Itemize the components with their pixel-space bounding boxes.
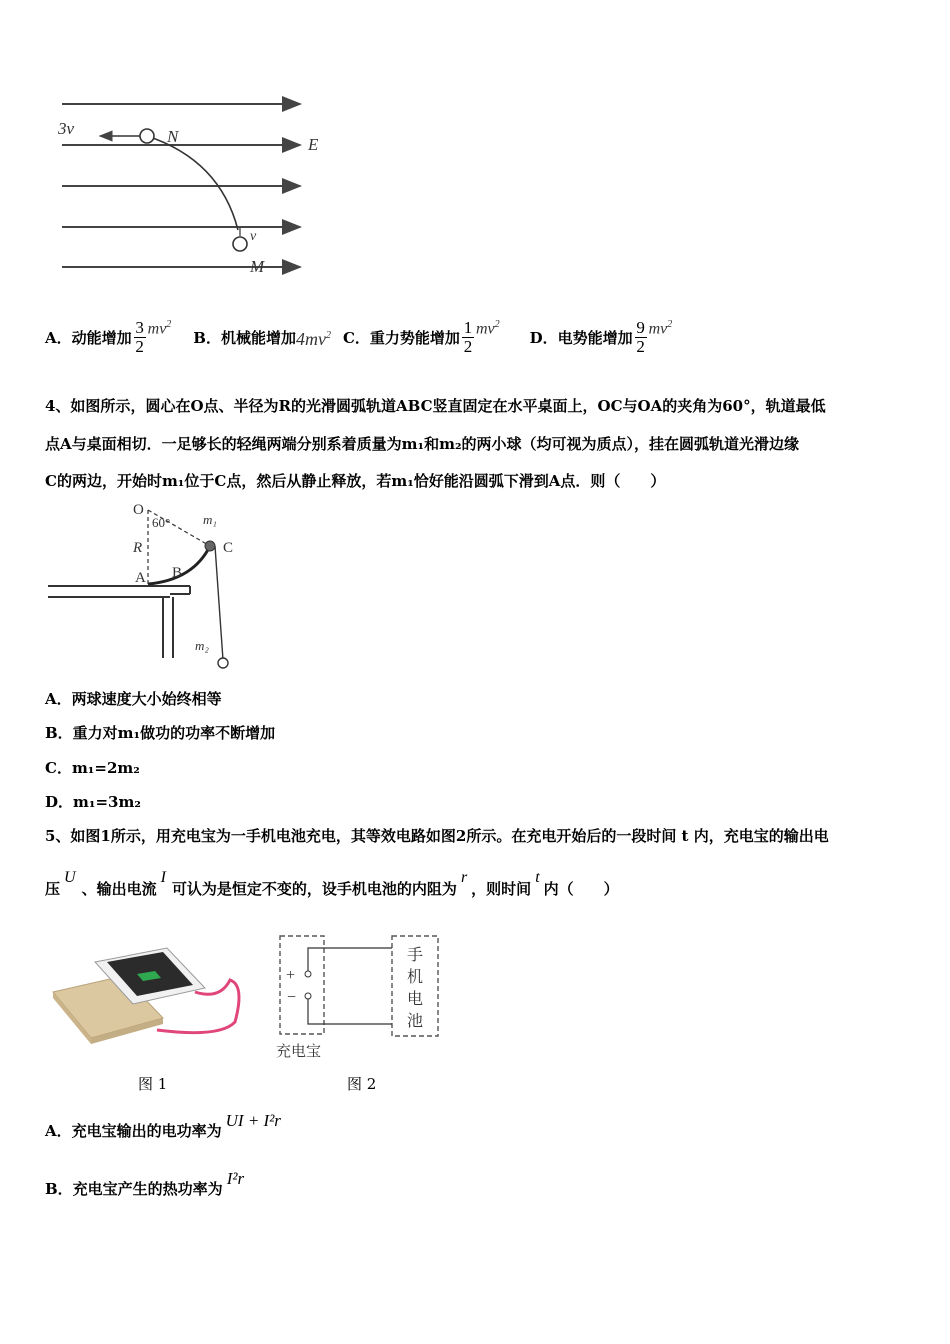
- terminal-plus: [305, 971, 311, 977]
- label-M: M: [250, 257, 265, 276]
- q3-option-d: D．电势能增加 $\frac{9}{2}$ $mv^2$: [529, 317, 673, 356]
- battery-label-4: 池: [407, 1013, 424, 1030]
- plus-sign: +: [286, 967, 296, 984]
- label-E: E: [308, 135, 319, 154]
- wire-bottom: [308, 999, 392, 1024]
- circuit-diagram: [270, 930, 450, 1070]
- powerbank-box: [280, 936, 324, 1034]
- label-N: N: [167, 127, 179, 146]
- wire-top: [308, 948, 392, 971]
- symbol-U: U: [64, 869, 76, 886]
- ball-m1: [205, 541, 215, 551]
- arc-track-diagram: [45, 500, 255, 675]
- symbol-r: r: [460, 869, 468, 886]
- label-A: A: [135, 570, 146, 586]
- q4-stem-line-1: 4、如图所示，圆心在O点、半径为R的光滑圆弧轨道ABC竖直固定在水平桌面上，OC与OA的夹角为60°，轨道最低: [45, 397, 826, 415]
- battery-label-1: 手: [407, 947, 424, 964]
- label-60deg: 60°: [152, 515, 171, 530]
- fraction-1-2: $\frac{1}{2}$: [463, 317, 473, 356]
- terminal-minus: [305, 993, 311, 999]
- battery-label-2: 机: [407, 969, 424, 986]
- powerbank-photo: [45, 940, 255, 1050]
- rope: [215, 546, 223, 660]
- symbol-t: t: [535, 869, 540, 886]
- label-R: R: [133, 540, 143, 556]
- q5-stem-line-1: 5、如图1所示，用充电宝为一手机电池充电，其等效电路如图2所示。在充电开始后的一段时间 t 内，充电宝的输出电: [45, 827, 829, 845]
- q5-option-a: A．充电宝输出的电功率为 UI + I²r: [45, 1111, 281, 1140]
- label-O: O: [133, 502, 144, 518]
- q3-option-c: C．重力势能增加 $\frac{1}{2}$ $mv^2$: [342, 317, 500, 356]
- battery-label-3: 电: [407, 991, 424, 1008]
- q4-option-d: D．m₁=3m₂: [45, 793, 141, 811]
- fig1-caption: 图 1: [138, 1075, 168, 1093]
- label-v: v: [250, 229, 257, 244]
- label-m1: m₁: [203, 512, 217, 527]
- ball-m2: [218, 658, 228, 668]
- q4-stem-line-3: C的两边，开始时m₁位于C点，然后从静止释放，若m₁恰好能沿圆弧下滑到A点．则（ ）: [45, 472, 666, 490]
- q5-stem-line-2: 压 U 、输出电流 I 可认为是恒定不变的，设手机电池的内阻为 r ，则时间 t 内（ ）: [45, 869, 619, 898]
- label-3v: 3v: [58, 119, 75, 138]
- ball-at-N: [140, 129, 154, 143]
- label-B: B: [172, 565, 183, 581]
- expr-I2r: I²r: [226, 1169, 245, 1188]
- q3-option-b: B．机械能增加 $4mv^2$: [193, 328, 331, 349]
- fig2-caption: 图 2: [347, 1075, 377, 1093]
- trajectory-curve: [147, 136, 238, 230]
- label-C: C: [223, 540, 234, 556]
- fraction-3-2: $\frac{3}{2}$: [135, 317, 144, 356]
- q5-option-b: B．充电宝产生的热功率为 I²r: [45, 1169, 245, 1198]
- powerbank-label: 充电宝: [276, 1044, 322, 1060]
- q3-options-row: [45, 312, 672, 362]
- q4-option-c: C．m₁=2m₂: [45, 759, 140, 777]
- q4-stem-line-2: 点A与桌面相切．一足够长的轻绳两端分别系着质量为m₁和m₂的两小球（均可视为质点），挂在圆弧轨道光滑边缘: [45, 435, 800, 453]
- fraction-9-2: $\frac{9}{2}$: [636, 317, 645, 356]
- expr-UI-plus-I2r: UI + I²r: [225, 1111, 281, 1130]
- q3-option-a: A．动能增加 $\frac{3}{2}$ $mv^2$: [45, 317, 172, 356]
- symbol-I: I: [160, 869, 166, 886]
- minus-sign: −: [287, 989, 297, 1006]
- field-diagram: [50, 90, 340, 280]
- q4-option-b: B．重力对m₁做功的功率不断增加: [45, 724, 276, 742]
- q4-option-a: A．两球速度大小始终相等: [45, 690, 222, 708]
- label-m2: m₂: [195, 638, 209, 653]
- ball-at-M: [233, 237, 247, 251]
